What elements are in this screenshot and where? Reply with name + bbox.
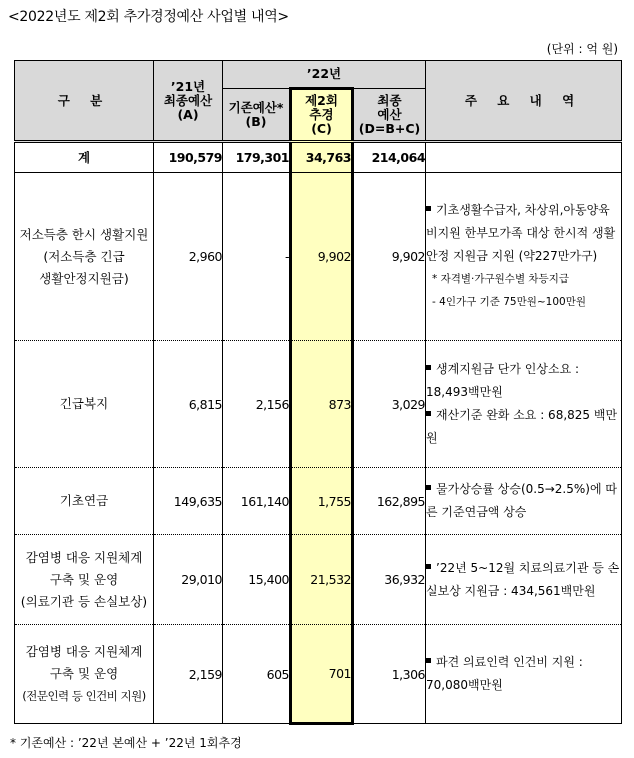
header-text: 추경: [309, 107, 334, 122]
header-text: ’21년: [170, 78, 206, 94]
row-notes: [426, 341, 622, 468]
note-item: [426, 478, 621, 524]
row-c: 21,532: [291, 535, 353, 625]
row-b: 605: [223, 625, 291, 724]
header-text: (C): [311, 121, 332, 136]
header-text: 최종예산: [163, 92, 213, 108]
table-row: [15, 173, 622, 341]
category-line: 기초연금: [59, 493, 109, 508]
category-line: (의료기관 등 손실보상): [20, 593, 148, 609]
bullet-icon: [426, 564, 431, 569]
note-item: [426, 358, 621, 404]
total-d: 214,064: [353, 142, 426, 173]
row-b: 15,400: [223, 535, 291, 625]
header-existing-budget: [223, 89, 291, 142]
category-line: 구축 및 운영: [49, 666, 119, 681]
bullet-icon: [426, 365, 431, 370]
note-text: 파견 의료인력 인건비 지원 : 70,080백만원: [426, 655, 583, 692]
category-line: 저소득층 한시 생활지원: [19, 226, 149, 242]
category-line: 생활안정지원금): [39, 270, 129, 286]
row-category: [15, 625, 154, 724]
total-c: 34,763: [291, 142, 353, 173]
note-text: 재산기준 완화 소요 : 68,825 백만원: [426, 408, 618, 445]
bullet-icon: [426, 411, 431, 416]
header-text: (D=B+C): [358, 120, 421, 136]
row-category: [15, 535, 154, 625]
category-line: 감염병 대응 지원체계: [25, 549, 143, 565]
note-text: 물가상승률 상승(0.5→2.5%)에 따른 기준연금액 상승: [426, 482, 617, 519]
row-notes: [426, 625, 622, 724]
bullet-icon: [426, 206, 431, 211]
bullet-icon: [426, 658, 431, 663]
row-c: 9,902: [291, 173, 353, 341]
row-c: 1,755: [291, 468, 353, 535]
header-supplementary-budget: [291, 89, 353, 142]
row-category: [15, 173, 154, 341]
header-year-group: ’22년: [223, 61, 426, 89]
row-category: [15, 468, 154, 535]
note-text: 생계지원금 단가 인상소요 : 18,493백만원: [426, 362, 580, 399]
table-row: [15, 625, 622, 724]
header-text: 제2회: [305, 93, 338, 108]
total-notes: [426, 142, 622, 173]
total-row: [15, 142, 622, 173]
row-c: 873: [291, 341, 353, 468]
row-notes: [426, 173, 622, 341]
header-category: 구 분: [15, 61, 154, 142]
row-notes: [426, 535, 622, 625]
note-item: [426, 651, 621, 697]
row-b: -: [223, 173, 291, 341]
total-a: 190,579: [154, 142, 223, 173]
row-d: 162,895: [353, 468, 426, 535]
unit-label: (단위 : 억 원): [546, 42, 618, 56]
budget-table: [14, 60, 622, 725]
header-final-budget: [353, 89, 426, 142]
footnote: * 기존예산 : ’22년 본예산 + ’22년 1회추경: [10, 736, 242, 750]
header-text: (B): [245, 113, 267, 129]
total-b: 179,301: [223, 142, 291, 173]
row-a: 6,815: [154, 341, 223, 468]
note-text: ’22년 5~12월 치료의료기관 등 손실보상 지원금 : 434,561백만원: [426, 560, 620, 598]
category-line: 감염병 대응 지원체계: [25, 644, 143, 659]
table-row: [15, 341, 622, 468]
category-line: (전문인력 등 인건비 지원): [22, 689, 146, 703]
header-text: 최종: [377, 92, 402, 108]
table-row: [15, 468, 622, 535]
row-category: [15, 341, 154, 468]
bullet-icon: [426, 485, 431, 490]
row-notes: [426, 468, 622, 535]
table-row: [15, 535, 622, 625]
row-a: 149,635: [154, 468, 223, 535]
row-a: 2,960: [154, 173, 223, 341]
category-line: (저소득층 긴급: [43, 248, 125, 264]
row-c: 701: [291, 625, 353, 724]
category-line: 긴급복지: [59, 396, 109, 411]
note-item: [426, 557, 621, 603]
row-b: 161,140: [223, 468, 291, 535]
row-d: 36,932: [353, 535, 426, 625]
row-a: 29,010: [154, 535, 223, 625]
header-details: 주 요 내 역: [426, 61, 622, 142]
row-d: 1,306: [353, 625, 426, 724]
header-text: 예산: [377, 106, 402, 122]
header-text: 기존예산*: [228, 99, 284, 115]
note-text: 기초생활수급자, 차상위,아동양육비지원 한부모가족 대상 한시적 생활안정 지원금 지원 (약227만가구): [426, 203, 616, 263]
header-prev-year-budget: [154, 61, 223, 142]
note-item: [426, 199, 621, 268]
note-item: [426, 404, 621, 450]
row-d: 3,029: [353, 341, 426, 468]
header-text: (A): [177, 106, 199, 122]
sub-note: * 자격별·가구원수별 차등지급: [432, 273, 569, 285]
row-b: 2,156: [223, 341, 291, 468]
row-a: 2,159: [154, 625, 223, 724]
row-d: 9,902: [353, 173, 426, 341]
sub-note: - 4인가구 기준 75만원~100만원: [432, 296, 586, 308]
category-line: 구축 및 운영: [49, 571, 119, 587]
document-title: <2022년도 제2회 추가경정예산 사업별 내역>: [8, 9, 289, 25]
total-label: 계: [15, 142, 154, 173]
